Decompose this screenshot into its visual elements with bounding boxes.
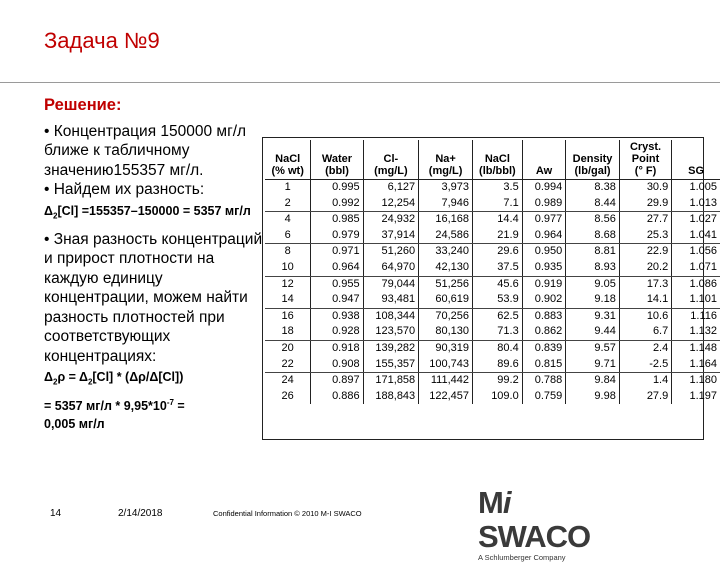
table-row (265, 276, 720, 292)
table-cell: 22 (265, 357, 311, 373)
table-cell: 2 (265, 196, 311, 212)
table-cell: 9.44 (566, 324, 620, 340)
table-cell: 42,130 (419, 260, 473, 276)
table-cell: 1.180 (672, 373, 720, 389)
table-cell: 8.68 (566, 228, 620, 244)
table-body (265, 180, 720, 405)
table-cell: 20.2 (619, 260, 671, 276)
table-cell: 9.71 (566, 357, 620, 373)
table-cell: 1.148 (672, 340, 720, 356)
formula-result: 0,005 мг/л (44, 416, 105, 431)
table-cell: 108,344 (363, 308, 419, 324)
table-cell: 21.9 (473, 228, 523, 244)
page-number: 14 (50, 508, 62, 519)
table-cell: 45.6 (473, 276, 523, 292)
nacl-brine-table (265, 140, 720, 404)
table-cell: 8 (284, 245, 291, 258)
table-row (265, 357, 720, 373)
table-cell: 14.4 (473, 212, 523, 228)
table-cell: 0.883 (522, 308, 566, 324)
table-cell: 12,254 (363, 196, 419, 212)
table-header-row (265, 140, 720, 180)
table-cell: 33,240 (419, 244, 473, 260)
table-cell: 1.197 (672, 389, 720, 405)
table-cell: 0.759 (522, 389, 566, 405)
table-cell: 139,282 (363, 340, 419, 356)
table-cell: 26 (281, 389, 294, 402)
table-cell: -2.5 (619, 357, 671, 373)
table-cell: 89.6 (473, 357, 523, 373)
table-cell: 4 (284, 213, 291, 226)
bullet-density-difference: • Зная разность концентраций и прирост плотности на каждую единицу концентрации, можем найти разность плотностей при соответствующих концентрациях: (44, 230, 263, 365)
table-cell: 60,619 (419, 292, 473, 308)
table-cell: 12 (281, 277, 294, 290)
table-cell: 8.56 (566, 212, 620, 228)
table-cell: 9.31 (566, 308, 620, 324)
footer-confidential: Confidential Information © 2010 M-I SWACO (213, 509, 362, 518)
table-cell: 6.7 (619, 324, 671, 340)
table-cell: 27.9 (619, 389, 671, 405)
table-cell: 0.971 (311, 244, 363, 260)
table-cell: 0.964 (522, 228, 566, 244)
table-cell: 9.98 (566, 389, 620, 405)
table-cell: 8.44 (566, 196, 620, 212)
solution-heading: Решение: (44, 96, 122, 114)
table-cell: 0.919 (522, 276, 566, 292)
table-cell: 22.9 (619, 244, 671, 260)
table-cell: 24 (281, 374, 294, 387)
table-row (265, 373, 720, 389)
table-cell: 29.9 (619, 196, 671, 212)
table-cell: 0.815 (522, 357, 566, 373)
table-cell: 25.3 (619, 228, 671, 244)
table-row (265, 180, 720, 196)
table-cell: 17.3 (619, 276, 671, 292)
table-cell: 1 (284, 181, 291, 193)
table-cell: 0.950 (522, 244, 566, 260)
table-cell: 0.788 (522, 373, 566, 389)
table-cell: 8.93 (566, 260, 620, 276)
table-cell: 9.84 (566, 373, 620, 389)
table-cell: 0.918 (311, 340, 363, 356)
table-cell: 1.4 (619, 373, 671, 389)
table-cell: 99.2 (473, 373, 523, 389)
table-cell: 71.3 (473, 324, 523, 340)
table-cell: 10 (265, 260, 311, 276)
table-cell: 0.928 (311, 324, 363, 340)
table-cell: 7,946 (419, 196, 473, 212)
logo-caption: A Schlumberger Company (478, 553, 566, 562)
table-cell: 109.0 (473, 389, 523, 405)
table-cell: 51,256 (419, 276, 473, 292)
table-row (265, 244, 720, 260)
table-row (265, 324, 720, 340)
table-header-cell: Cryst. Point (° F) (619, 140, 671, 180)
table-cell: 0.938 (311, 308, 363, 324)
table-cell: 0.979 (311, 228, 363, 244)
logo-wordmark: Mi SWACO (478, 485, 591, 554)
table-cell: 53.9 (473, 292, 523, 308)
bullet-concentration: • Концентрация 150000 мг/л ближе к табличному значению155357 мг/л. (44, 122, 247, 179)
table-cell: 188,843 (363, 389, 419, 405)
mi-swaco-logo (478, 486, 628, 562)
table-cell: 3,973 (419, 180, 473, 196)
table-cell: 1.086 (672, 276, 720, 292)
table-cell: 37.5 (473, 260, 523, 276)
table-cell: 14 (265, 292, 311, 308)
table-header-cell: Aw (522, 140, 566, 180)
table-cell: 0.935 (522, 260, 566, 276)
table-cell: 6 (265, 228, 311, 244)
table-cell: 100,743 (419, 357, 473, 373)
table-cell: 0.977 (522, 212, 566, 228)
table-cell: 0.985 (311, 212, 363, 228)
slide-title: Задача №9 (44, 28, 160, 53)
table-header-cell: NaCl (lb/bbl) (473, 140, 523, 180)
table-cell: 7.1 (473, 196, 523, 212)
table-cell: 16,168 (419, 212, 473, 228)
table-cell: 80,130 (419, 324, 473, 340)
table-cell: 0.995 (311, 180, 363, 196)
formula-concentration-difference: $\Delta_2[Cl] =155357-150000 = 5357$ мг/л (44, 203, 251, 220)
table-cell: 122,457 (419, 389, 473, 405)
table-cell: 8.81 (566, 244, 620, 260)
table-cell: 93,481 (363, 292, 419, 308)
table-cell: 16 (281, 309, 294, 322)
table-cell: 1.101 (672, 292, 720, 308)
table-cell: 1.116 (672, 308, 720, 324)
table-cell: 37,914 (363, 228, 419, 244)
table-header-cell: Density (lb/gal) (566, 140, 620, 180)
table-cell: 123,570 (363, 324, 419, 340)
table-cell: 79,044 (363, 276, 419, 292)
table-cell: 14.1 (619, 292, 671, 308)
table-row (265, 228, 720, 244)
table-cell: 0.955 (311, 276, 363, 292)
table-cell: 30.9 (619, 180, 671, 196)
formula-calculation: = 5357 $мг/л * 9,95*10^{-7}$ = (44, 398, 185, 414)
table-cell: 0.908 (311, 357, 363, 373)
table-cell: 3.5 (473, 180, 523, 196)
table-header-cell: Na+ (mg/L) (419, 140, 473, 180)
table-cell: 51,260 (363, 244, 419, 260)
footer-date: 2/14/2018 (118, 508, 163, 519)
formula-density-difference: $\Delta_2\rho = \Delta_2[Cl] * (\Delta\rho/\Delta[Cl])$ (44, 370, 184, 387)
table-cell: 0.902 (522, 292, 566, 308)
table-cell: 1.071 (672, 260, 720, 276)
table-cell: 2.4 (619, 340, 671, 356)
table-cell: 6,127 (363, 180, 419, 196)
table-header-cell: SG (672, 140, 720, 180)
table-cell: 70,256 (419, 308, 473, 324)
table-cell: 1.132 (672, 324, 720, 340)
table-cell: 1.005 (672, 180, 720, 196)
table-cell: 24,932 (363, 212, 419, 228)
table-row (265, 212, 720, 228)
table-cell: 0.897 (311, 373, 363, 389)
table-cell: 8.38 (566, 180, 620, 196)
table-cell: 0.964 (311, 260, 363, 276)
table-cell: 0.862 (522, 324, 566, 340)
table-cell: 9.05 (566, 276, 620, 292)
table-cell: 1.013 (672, 196, 720, 212)
table-cell: 0.992 (311, 196, 363, 212)
table-cell: 90,319 (419, 340, 473, 356)
table-cell: 1.164 (672, 357, 720, 373)
table-cell: 62.5 (473, 308, 523, 324)
table-cell: 1.027 (672, 212, 720, 228)
table-header-cell: Water (bbl) (311, 140, 363, 180)
title-divider (0, 82, 720, 83)
table-cell: 24,586 (419, 228, 473, 244)
solution-text-block (44, 96, 270, 433)
table-cell: 0.947 (311, 292, 363, 308)
table-cell: 9.57 (566, 340, 620, 356)
table-cell: 18 (265, 324, 311, 340)
table-cell: 0.994 (522, 180, 566, 196)
bullet-find-difference: • Найдем их разность: (44, 181, 205, 198)
table-cell: 29.6 (473, 244, 523, 260)
table-row (265, 389, 720, 405)
table-cell: 0.989 (522, 196, 566, 212)
table-cell: 171,858 (363, 373, 419, 389)
table-cell: 1.041 (672, 228, 720, 244)
table-row (265, 340, 720, 356)
table-cell: 10.6 (619, 308, 671, 324)
table-row (265, 308, 720, 324)
table-cell: 27.7 (619, 212, 671, 228)
table-cell: 0.839 (522, 340, 566, 356)
table-cell: 64,970 (363, 260, 419, 276)
table-cell: 0.886 (311, 389, 363, 405)
table-cell: 155,357 (363, 357, 419, 373)
table-cell: 9.18 (566, 292, 620, 308)
table-cell: 1.056 (672, 244, 720, 260)
table-cell: 80.4 (473, 340, 523, 356)
table-header-cell: NaCl (% wt) (265, 140, 311, 180)
table-header-cell: Cl- (mg/L) (363, 140, 419, 180)
table-cell: 20 (281, 341, 294, 354)
table-row (265, 260, 720, 276)
table-row (265, 196, 720, 212)
table-cell: 111,442 (419, 373, 473, 389)
table-row (265, 292, 720, 308)
